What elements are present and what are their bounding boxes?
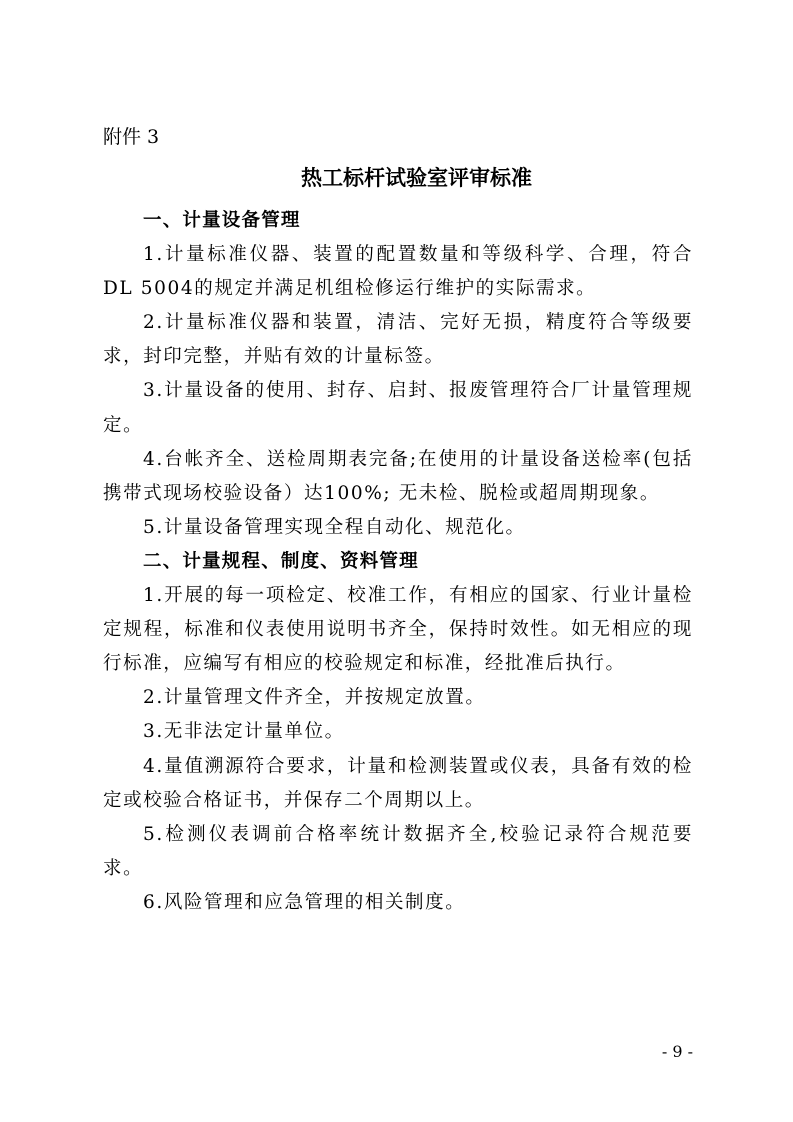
paragraph: 6.风险管理和应急管理的相关制度。 (143, 891, 466, 913)
attachment-label: 附件 3 (103, 126, 160, 148)
document-body (103, 204, 693, 920)
page-number: - 9 - (661, 1042, 693, 1061)
document-title: 热工标杆试验室评审标准 (301, 166, 532, 190)
paragraph: 4.量值溯源符合要求，计量和检测装置或仪表，具备有效的检定或校验合格证书，并保存二个周期以上。 (103, 755, 693, 811)
paragraph: 4.台帐齐全、送检周期表完备;在使用的计量设备送检率(包括携带式现场校验设备）达100%; 无未检、脱检或超周期现象。 (103, 448, 693, 504)
section-heading: 二、计量规程、制度、资料管理 (143, 550, 419, 572)
paragraph: 5.计量设备管理实现全程自动化、规范化。 (143, 516, 526, 538)
paragraph: 1.开展的每一项检定、校准工作，有相应的国家、行业计量检定规程，标准和仪表使用说明书齐全，保持时效性。如无相应的现行标准，应编写有相应的校验规定和标准，经批准后执行。 (103, 585, 693, 675)
paragraph: 1.计量标准仪器、装置的配置数量和等级科学、合理，符合DL 5004的规定并满足机组检修运行维护的实际需求。 (103, 244, 693, 300)
paragraph: 3.无非法定计量单位。 (143, 721, 345, 743)
paragraph: 3.计量设备的使用、封存、启封、报废管理符合厂计量管理规定。 (103, 380, 693, 436)
paragraph: 5.检测仪表调前合格率统计数据齐全,校验记录符合规范要求。 (103, 823, 693, 879)
paragraph: 2.计量标准仪器和装置，清洁、完好无损，精度符合等级要求，封印完整，并贴有效的计量标签。 (103, 312, 693, 368)
section-heading: 一、计量设备管理 (143, 210, 301, 231)
paragraph: 2.计量管理文件齐全，并按规定放置。 (143, 687, 486, 709)
